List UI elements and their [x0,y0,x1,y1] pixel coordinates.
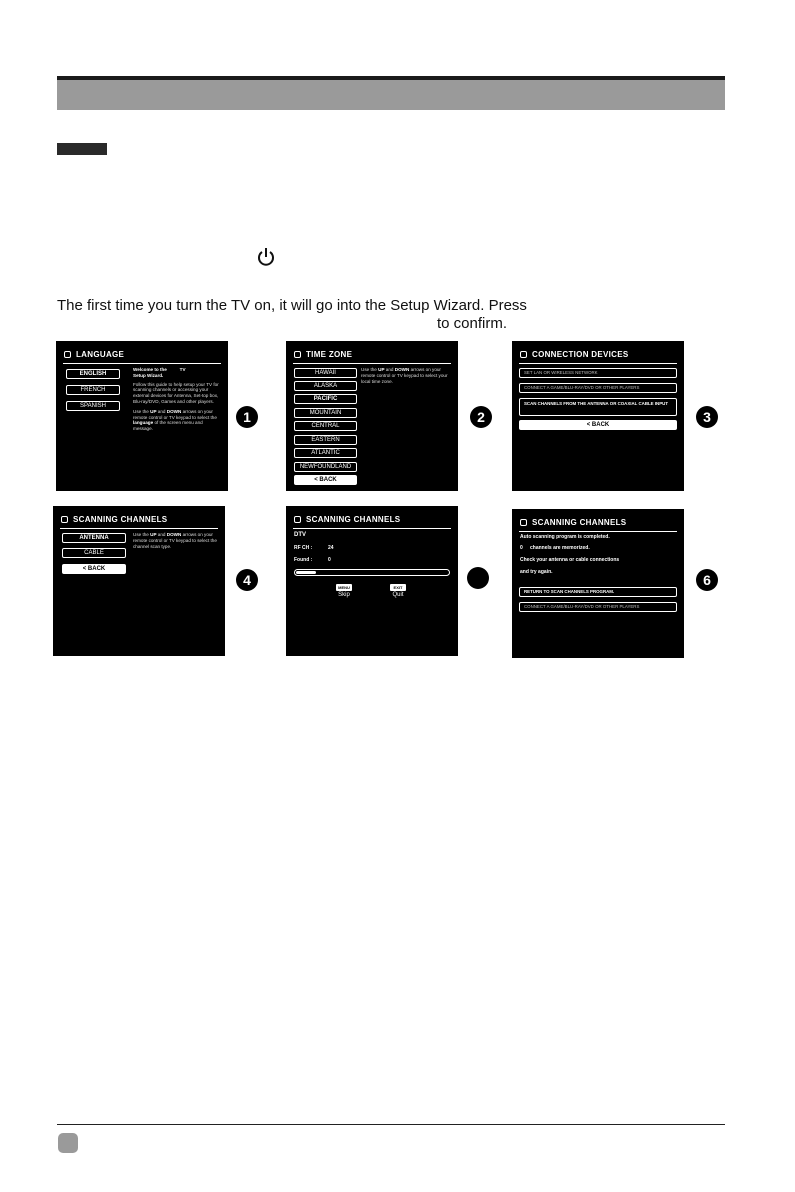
divider [519,531,677,532]
intro-line-2: to confirm. [437,315,508,332]
back-button[interactable]: < BACK [294,475,357,485]
option-cable[interactable]: CABLE [62,548,126,558]
square-icon [294,351,301,358]
option-french[interactable]: FRENCH [66,385,120,395]
rf-channel-label: RF CH : [294,545,313,551]
step-4-marker: 4 [236,569,258,591]
screen-title: LANGUAGE [64,350,124,359]
screen-connection-devices [512,341,684,491]
screen-title: SCANNING CHANNELS [520,518,626,527]
screen-time-zone [286,341,458,491]
page-number-badge [58,1133,78,1153]
scan-progress-bar [294,569,450,576]
divider [63,363,221,364]
exit-key: EXIT [390,584,406,591]
note-tag [57,143,107,155]
screen-scan-type [53,506,225,656]
screen-language [56,341,228,491]
scan-type-description: Use the UP and DOWN arrows on your remote control or TV keypad to select the channel scan type. [133,532,217,549]
footer-rule [57,1124,725,1125]
square-icon [520,519,527,526]
screen-scan-complete [512,509,684,658]
screen-title: SCANNING CHANNELS [61,515,167,524]
option-eastern[interactable]: EASTERN [294,435,357,445]
divider [293,363,451,364]
square-icon [61,516,68,523]
step-5-marker: 5 [467,567,489,589]
divider [60,528,218,529]
power-icon [255,246,277,268]
scan-complete-message: Auto scanning program is completed. [520,534,610,540]
step-2-marker: 2 [470,406,492,428]
screen-scan-progress [286,506,458,656]
square-icon [64,351,71,358]
step-3-marker: 3 [696,406,718,428]
option-scan-channels[interactable]: SCAN CHANNELS FROM THE ANTENNA OR COAXIAL CABLE INPUT [519,398,677,416]
option-pacific[interactable]: PACIFIC [294,394,357,404]
option-connect-players[interactable]: CONNECT A GAME/BLU-RAY/DVD OR OTHER PLAYERS [519,602,677,612]
intro-line-1: The first time you turn the TV on, it will go into the Setup Wizard. Press [57,297,527,314]
divider [293,528,451,529]
scan-progress-fill [296,571,316,574]
channels-count: 0 [520,545,523,551]
back-button[interactable]: < BACK [519,420,677,430]
language-description: Welcome to the TV Setup Wizard. Follow this guide to help setup your TV for scanning channels or accessing your external devices for Antenna, Set-top box, Blu-ray/DVD, Games and other players. Use the UP and DOWN arrows on your remote control or TV keypad to select the language of the screen menu and message. [133,367,219,432]
option-central[interactable]: CENTRAL [294,421,357,431]
screen-title: TIME ZONE [294,350,352,359]
channels-memorized: channels are memorized. [530,545,590,551]
skip-button[interactable]: Skip [338,592,350,598]
divider [519,363,677,364]
check-connections-message: Check your antenna or cable connections [520,557,620,563]
option-spanish[interactable]: SPANISH [66,401,120,411]
square-icon [294,516,301,523]
option-antenna[interactable]: ANTENNA [62,533,126,543]
step-1-marker: 1 [236,406,258,428]
option-mountain[interactable]: MOUNTAIN [294,408,357,418]
found-label: Found : [294,557,313,563]
option-newfoundland[interactable]: NEWFOUNDLAND [294,462,357,472]
header-bar [57,80,725,110]
screen-title: CONNECTION DEVICES [520,350,629,359]
option-hawaii[interactable]: HAWAII [294,368,357,378]
square-icon [520,351,527,358]
back-button[interactable]: < BACK [62,564,126,574]
scan-mode: DTV [294,532,306,538]
found-value: 0 [328,557,331,563]
option-alaska[interactable]: ALASKA [294,381,357,391]
option-connect-players[interactable]: CONNECT A GAME/BLU-RAY/DVD OR OTHER PLAYERS [519,383,677,393]
quit-button[interactable]: Quit [392,592,404,598]
option-set-network[interactable]: SET LAN OR WIRELESS NETWORK [519,368,677,378]
menu-key: MENU [336,584,352,591]
screen-title: SCANNING CHANNELS [294,515,400,524]
option-english[interactable]: ENGLISH [66,369,120,379]
intro-text [57,297,737,333]
rf-channel-value: 24 [328,545,334,551]
step-6-marker: 6 [696,569,718,591]
time-zone-description: Use the UP and DOWN arrows on your remote control or TV keypad to select your local time zone. [361,367,448,384]
option-return-to-scan[interactable]: RETURN TO SCAN CHANNELS PROGRAM. [519,587,677,597]
try-again-message: and try again. [520,569,553,575]
option-atlantic[interactable]: ATLANTIC [294,448,357,458]
